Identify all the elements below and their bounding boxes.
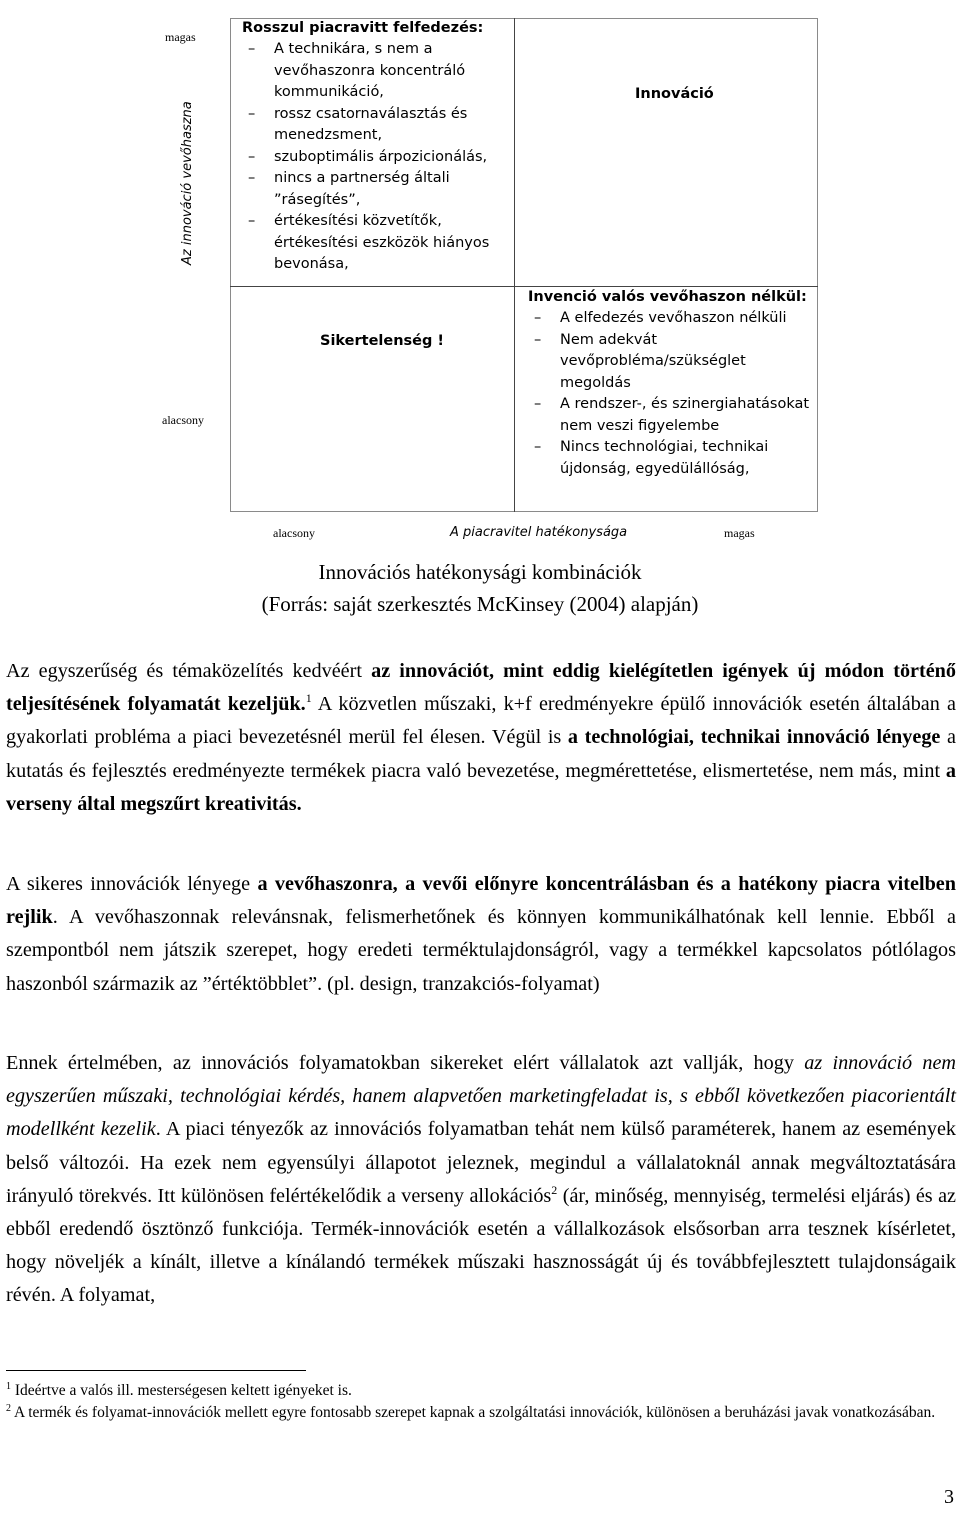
paragraph-1: Az egyszerűség és témaközelítés kedvéért az innovációt, mint eddig kielégítetlen igények új módon történő teljesítésének folyamatát kezeljük.$^1$ A közvetlen műszaki, k+f eredményekre épülő innovációk esetén általában a gyakorlati probléma a piaci bevezetésnél merül fel élesen. Végül is a technológiai, technikai innováció lényege a kutatás és fejlesztés eredményezte termékek piacra való bevezetése, megmérettetése, elismertetése, nem más, mint a verseny által megszűrt kreativitás.	[6, 660, 957, 815]
page-number: 3	[944, 1486, 954, 1508]
list-item: – A elfedezés vevőhaszon nélküli	[528, 308, 818, 330]
footnote-1: $^1$ Ideértve a valós ill. mesterségesen keltett igényeket is.	[6, 1381, 352, 1399]
quadrant-bottom-right-list	[528, 308, 818, 480]
list-item: – Nincs technológiai, technikai újdonság, egyedülállóság,	[528, 437, 818, 480]
x-axis-high-label: magas	[724, 526, 755, 540]
footnote-2: $^2$ A termék és folyamat-innovációk mellett egyre fontosabb szerepet kapnak a szolgáltatási innovációk, különösen a beruházási javak vonatkozásában.	[6, 1403, 936, 1421]
figure-caption-source: (Forrás: saját szerkesztés McKinsey (2004) alapján)	[261, 592, 699, 616]
quadrant-top-right-title: Innováció	[635, 86, 714, 102]
x-axis-low-label: alacsony	[273, 526, 315, 540]
footnote-ref-1[interactable]: 1	[305, 691, 312, 706]
quadrant-top-left-list	[242, 39, 512, 276]
list-item: – nincs a partnerség általi ”rásegítés”,	[242, 168, 512, 211]
list-item: – szuboptimális árpozicionálás,	[242, 147, 512, 169]
footnotes	[6, 1380, 956, 1424]
paragraph-2: A sikeres innovációk lényege a vevőhaszonra, a vevői előnyre koncentrálásban és a hatékony piacra vitelben rejlik. A vevőhaszonnak relevánsnak, felismerhetőnek és könnyen kommunikálhatónak kell lennie. Ebből a szempontból nem játszik szerepet, hogy eredeti terméktulajdonságról, vagy a termékkel kapcsolatos pótlólagos haszonból származik az ”értéktöbblet”. (pl. design, tranzakciós-folyamat)	[6, 873, 956, 995]
x-axis-title: A piacravitel hatékonysága	[450, 525, 628, 540]
list-item: – Nem adekvát vevőprobléma/szükséglet megoldás	[528, 330, 818, 395]
figure-caption-title: Innovációs hatékonysági kombinációk	[318, 560, 642, 584]
y-axis-title: Az innováció vevőhaszna	[180, 101, 195, 265]
paragraph-3: Ennek értelmében, az innovációs folyamatokban sikereket elért vállalatok azt vallják, hogy az innováció nem egyszerűen műszaki, technológiai kérdés, hanem alapvetően marketingfeladat is, s ebből következően piacorientált modellként kezelik. A piaci tényezők az innovációs folyamatban tehát nem külső paraméterek, hanem az események belső változói. Ha ezek nem egyensúlyi állapotot jeleznek, megindul a vállalatoknál annak megváltoztatására irányuló törekvés. Itt különösen felértékelődik a verseny allokációs$^2$ (ár, minőség, mennyiség, termelési eljárás) és az ebből eredendő ösztönző funkciója. Termék-innovációk esetén a vállalkozások elsősorban arra tesznek kísérletet, hogy növeljék a kínált, illetve a kínálandó termékek műszaki hasznosságát új és továbbfejlesztett tulajdonságaik révén. A folyamat,	[6, 1052, 956, 1307]
footnote-separator	[6, 1370, 306, 1371]
matrix-vertical-divider	[514, 18, 515, 512]
quadrant-bottom-right-title: Invenció valós vevőhaszon nélkül:	[528, 289, 807, 305]
list-item: – értékesítési közvetítők, értékesítési eszközök hiányos bevonása,	[242, 211, 512, 276]
y-axis-high-label: magas	[165, 30, 196, 44]
quadrant-bottom-left-title: Sikertelenség !	[320, 333, 445, 349]
list-item: – rossz csatornaválasztás és menedzsment,	[242, 104, 512, 147]
quadrant-bottom-right	[528, 287, 818, 480]
quadrant-top-left	[242, 18, 512, 276]
list-item: – A technikára, s nem a vevőhaszonra koncentráló kommunikáció,	[242, 39, 512, 104]
quadrant-top-left-title: Rosszul piacravitt felfedezés:	[242, 20, 484, 36]
footnote-ref-2[interactable]: 2	[551, 1182, 558, 1197]
list-item: – A rendszer-, és szinergiahatásokat nem veszi figyelembe	[528, 394, 818, 437]
y-axis-low-label: alacsony	[162, 413, 204, 427]
